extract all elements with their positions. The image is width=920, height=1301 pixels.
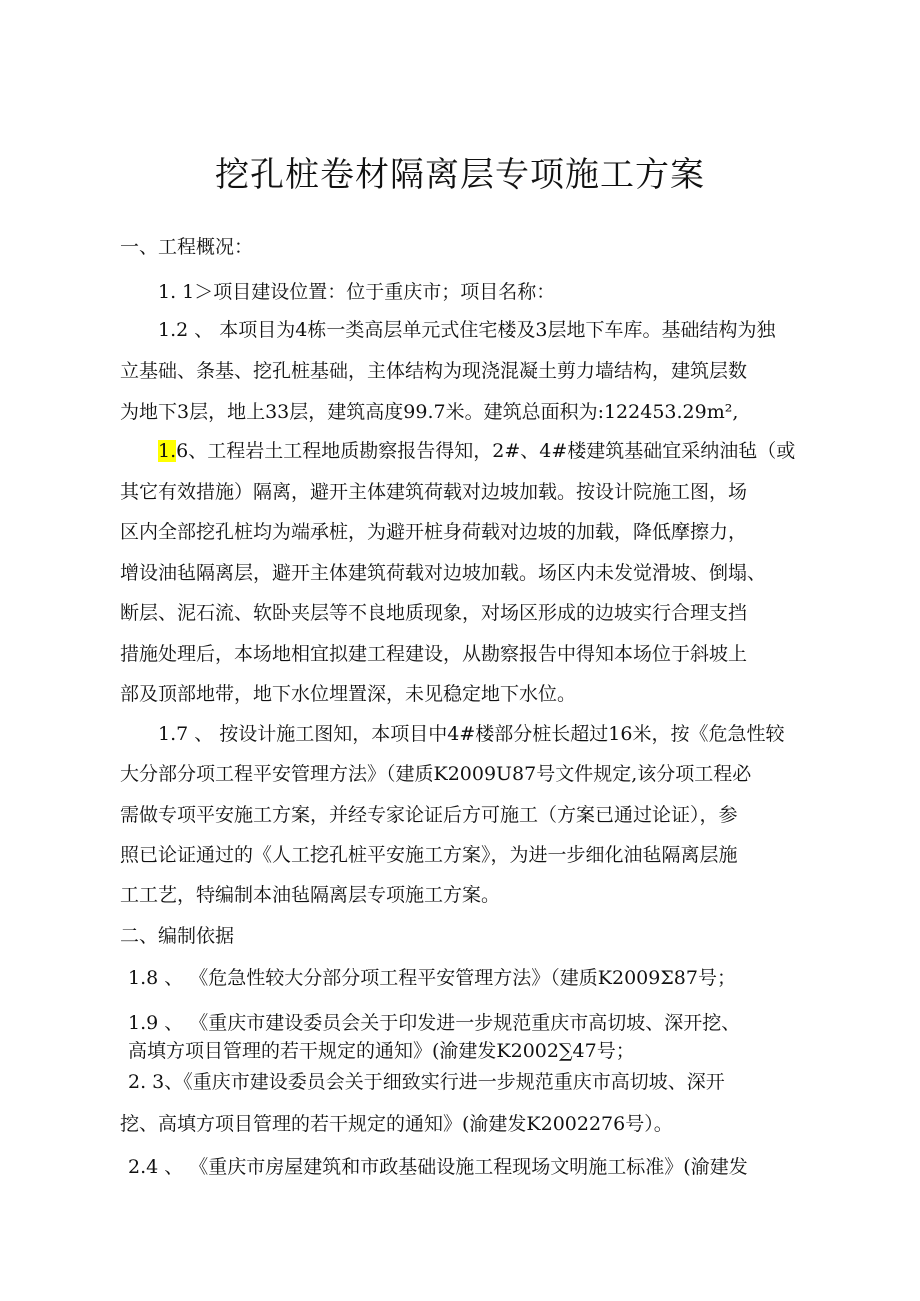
paragraph-line: 为地下3层，地上33层，建筑高度99.7米。建筑总面积为:122453.29m², bbox=[120, 401, 739, 423]
paragraph-line: 其它有效措施）隔离，避开主体建筑荷载对边坡加载。按设计院施工图，场 bbox=[120, 481, 748, 503]
paragraph-line: 大分部分项工程平安管理方法》（建质K2009U87号文件规定,该分项工程必 bbox=[120, 763, 752, 785]
paragraph-line: 需做专项平安施工方案，并经专家论证后方可施工（方案已通过论证），参 bbox=[120, 804, 738, 826]
reference-item: 2. 3、《重庆市建设委员会关于细致实行进一步规范重庆市高切坡、深开 bbox=[128, 1071, 725, 1093]
reference-item: 1.8 、 《危急性较大分部分项工程平安管理方法》（建质K2009Σ87号； bbox=[128, 967, 736, 989]
paragraph-line: 1.2 、 本项目为4栋一类高层单元式住宅楼及3层地下车库。基础结构为独 bbox=[158, 319, 776, 341]
reference-item: 挖、高填方项目管理的若干规定的通知》(渝建发K2002276号）。 bbox=[120, 1113, 673, 1135]
page-title: 挖孔桩卷材隔离层专项施工方案 bbox=[215, 155, 705, 195]
paragraph-line: 1.7 、 按设计施工图知，本项目中4#楼部分桩长超过16米，按《危急性较 bbox=[158, 723, 785, 745]
section-heading: 二、编制依据 bbox=[120, 925, 235, 947]
section-heading: 一、工程概况： bbox=[120, 236, 254, 258]
paragraph-line: 立基础、条基、挖孔桩基础，主体结构为现浇混凝土剪力墙结构，建筑层数 bbox=[120, 360, 748, 382]
reference-item: 1.9 、 《重庆市建设委员会关于印发进一步规范重庆市高切坡、深开挖、 bbox=[128, 1012, 741, 1034]
highlighted-text: 1. bbox=[158, 440, 177, 462]
paragraph-line: 措施处理后，本场地相宜拟建工程建设，从勘察报告中得知本场位于斜坡上 bbox=[120, 643, 748, 665]
paragraph-line bbox=[158, 437, 795, 465]
paragraph-line: 区内全部挖孔桩均为端承桩，为避开桩身荷载对边坡的加载，降低摩擦力， bbox=[120, 521, 748, 543]
paragraph-line: 1. 1＞项目建设位置：位于重庆市；项目名称： bbox=[158, 281, 556, 303]
reference-item: 2.4 、 《重庆市房屋建筑和市政基础设施工程现场文明施工标准》(渝建发 bbox=[128, 1156, 748, 1178]
paragraph-line: 部及顶部地带，地下水位埋置深，未见稳定地下水位。 bbox=[120, 683, 577, 705]
paragraph-line: 增设油毡隔离层，避开主体建筑荷载对边坡加载。场区内未发觉滑坡、倒塌、 bbox=[120, 562, 767, 584]
paragraph-line: 断层、泥石流、软卧夹层等不良地质现象，对场区形成的边坡实行合理支挡 bbox=[120, 602, 748, 624]
reference-item: 高填方项目管理的若干规定的通知》(渝建发K2002∑47号； bbox=[128, 1040, 635, 1062]
paragraph-line-text: 6、工程岩土工程地质勘察报告得知，2#、4#楼建筑基础宜采纳油毡（或 bbox=[176, 440, 796, 462]
paragraph-line: 照已论证通过的《人工挖孔桩平安施工方案》，为进一步细化油毡隔离层施 bbox=[120, 844, 738, 866]
paragraph-line: 工工艺，特编制本油毡隔离层专项施工方案。 bbox=[120, 884, 501, 906]
